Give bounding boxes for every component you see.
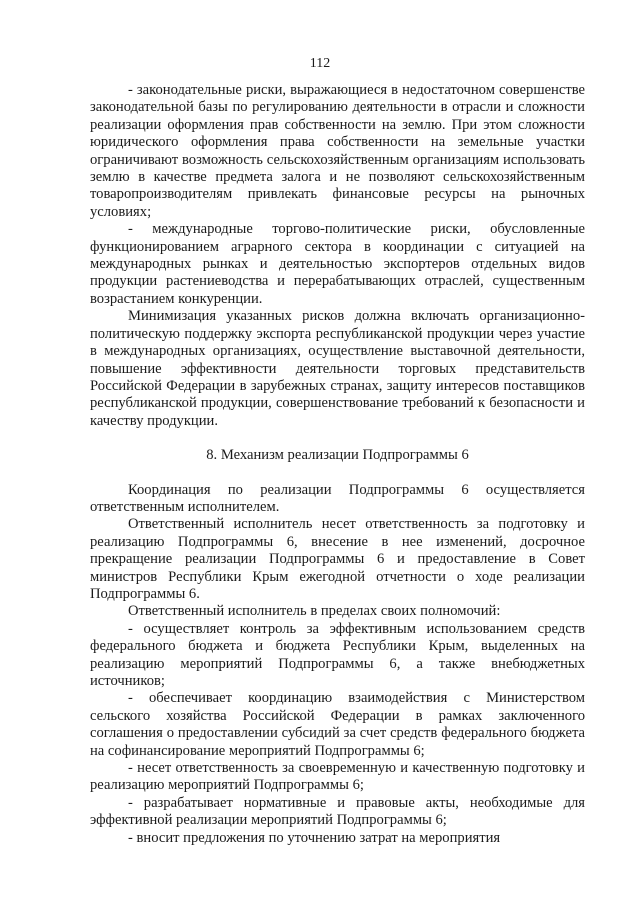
page-number: 112 [309, 56, 331, 71]
list-item-proposals: - вносит предложения по уточнению затрат на мероприятия [128, 829, 501, 846]
paragraph-responsibility: Ответственный исполнитель несет ответственность за подготовку и реализацию Подпрограммы 6, внесение в нее изменений, досрочное прекращение реализации Подпрограммы 6 и предоставление в Совет министров Республики Крым ежегодной отчетности о ходе реализации Подпрограммы 6. [90, 516, 585, 602]
paragraph-powers-intro: Ответственный исполнитель в пределах своих полномочий: [128, 603, 501, 620]
document-body [90, 82, 585, 847]
paragraph-trade-political-risks: - международные торгово-политические риски, обусловленные функционированием аграрного сектора в координации с ситуацией на международных рынках и деятельностью экспортеров отдельных видов продукции растениеводства и перерабатывающих отраслей, существенным возрастанием конкуренции. [90, 221, 585, 307]
section-heading: 8. Механизм реализации Подпрограммы 6 [206, 447, 469, 464]
paragraph-risk-minimization: Минимизация указанных рисков должна включать организационно-политическую поддержку экспорта республиканской продукции через участие в международных организациях, осуществление выставочной деятельности, повышение эффективности деятельности торговых представительств Российской Федерации в зарубежных странах, защиту интересов поставщиков республиканской продукции, совершенствование требований к безопасности и качеству продукции. [90, 308, 585, 429]
list-item-responsibility: - несет ответственность за своевременную и качественную подготовку и реализацию мероприятий Подпрограммы 6; [90, 760, 585, 794]
paragraph-legislative-risks: - законодательные риски, выражающиеся в недостаточном совершенстве законодательной базы по регулированию деятельности в отрасли и сложности реализации оформления прав собственности на землю. При этом сложности юридического оформления права собственности на земельные участки ограничивают возможность сельскохозяйственным организациям использовать землю в качестве предмета залога и не позволяют сельскохозяйственным товаропроизводителям привлекать финансовые ресурсы на рыночных условиях; [90, 82, 585, 220]
list-item-control: - осуществляет контроль за эффективным использованием средств федерального бюджета и бюджета Республики Крым, выделенных на реализацию мероприятий Подпрограммы 6, а также внебюджетных источников; [90, 620, 585, 689]
list-item-coordination: - обеспечивает координацию взаимодействия с Министерством сельского хозяйства Российской Федерации в рамках заключенного соглашения о предоставлении субсидий за счет средств федерального бюджета на софинансирование мероприятий Подпрограммы 6; [90, 690, 585, 759]
paragraph-coordination: Координация по реализации Подпрограммы 6 осуществляется ответственным исполнителем. [90, 481, 585, 515]
list-item-regulations: - разрабатывает нормативные и правовые акты, необходимые для эффективной реализации мероприятий Подпрограммы 6; [90, 794, 585, 829]
